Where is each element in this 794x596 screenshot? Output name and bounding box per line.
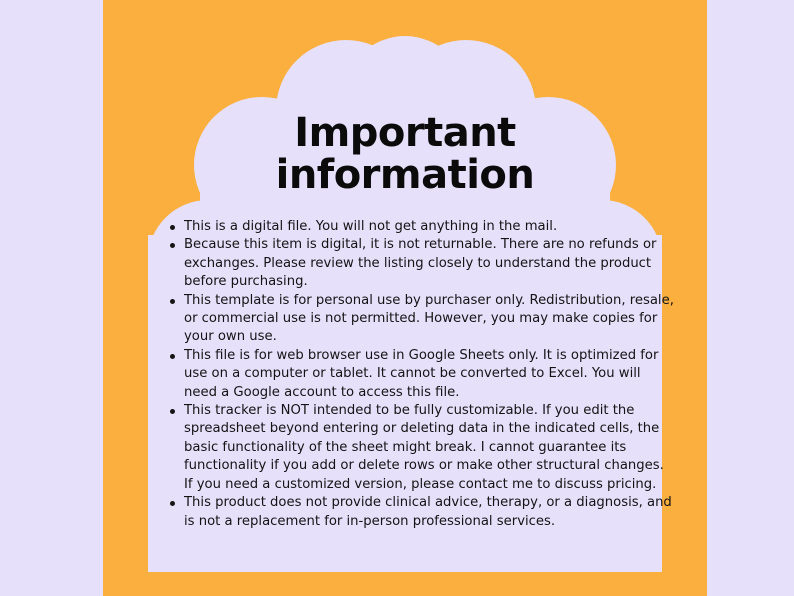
bullet-icon [170,225,175,230]
list-item [184,236,674,291]
page-title [103,112,707,196]
list-item-text: This file is for web browser use in Google Sheets only. It is optimized for use on a computer or tablet. It cannot be converted to Excel. You will need a Google account to access this file. [184,347,659,400]
bullet-icon [170,409,175,414]
list-item [184,292,674,347]
bullet-icon [170,243,175,248]
list-item-text: Because this item is digital, it is not returnable. There are no refunds or exchanges. Please review the listing closely to understand the product before purchasing. [184,237,657,290]
list-item-text: This product does not provide clinical advice, therapy, or a diagnosis, and is not a replacement for in-person professional services. [184,495,672,529]
list-item [184,402,674,494]
bullet-icon [170,354,175,359]
list-item [184,347,674,402]
list-item [184,218,674,236]
info-list [164,218,674,531]
list-item-text: This tracker is NOT intended to be fully customizable. If you edit the spreadsheet beyond entering or deleting data in the indicated cells, the basic functionality of the sheet might break. I cannot guarantee its functionality if you add or delete rows or make other structural changes. If you need a customized version, please contact me to discuss pricing. [184,403,664,492]
list-item-text: This is a digital file. You will not get anything in the mail. [184,219,558,234]
list-item [184,494,674,531]
bullet-icon [170,299,175,304]
title-line-1: Important [294,110,516,156]
bullet-icon [170,501,175,506]
title-line-2: information [275,152,535,198]
list-item-text: This template is for personal use by purchaser only. Redistribution, resale, or commercial use is not permitted. However, you may make copies for your own use. [184,292,674,345]
